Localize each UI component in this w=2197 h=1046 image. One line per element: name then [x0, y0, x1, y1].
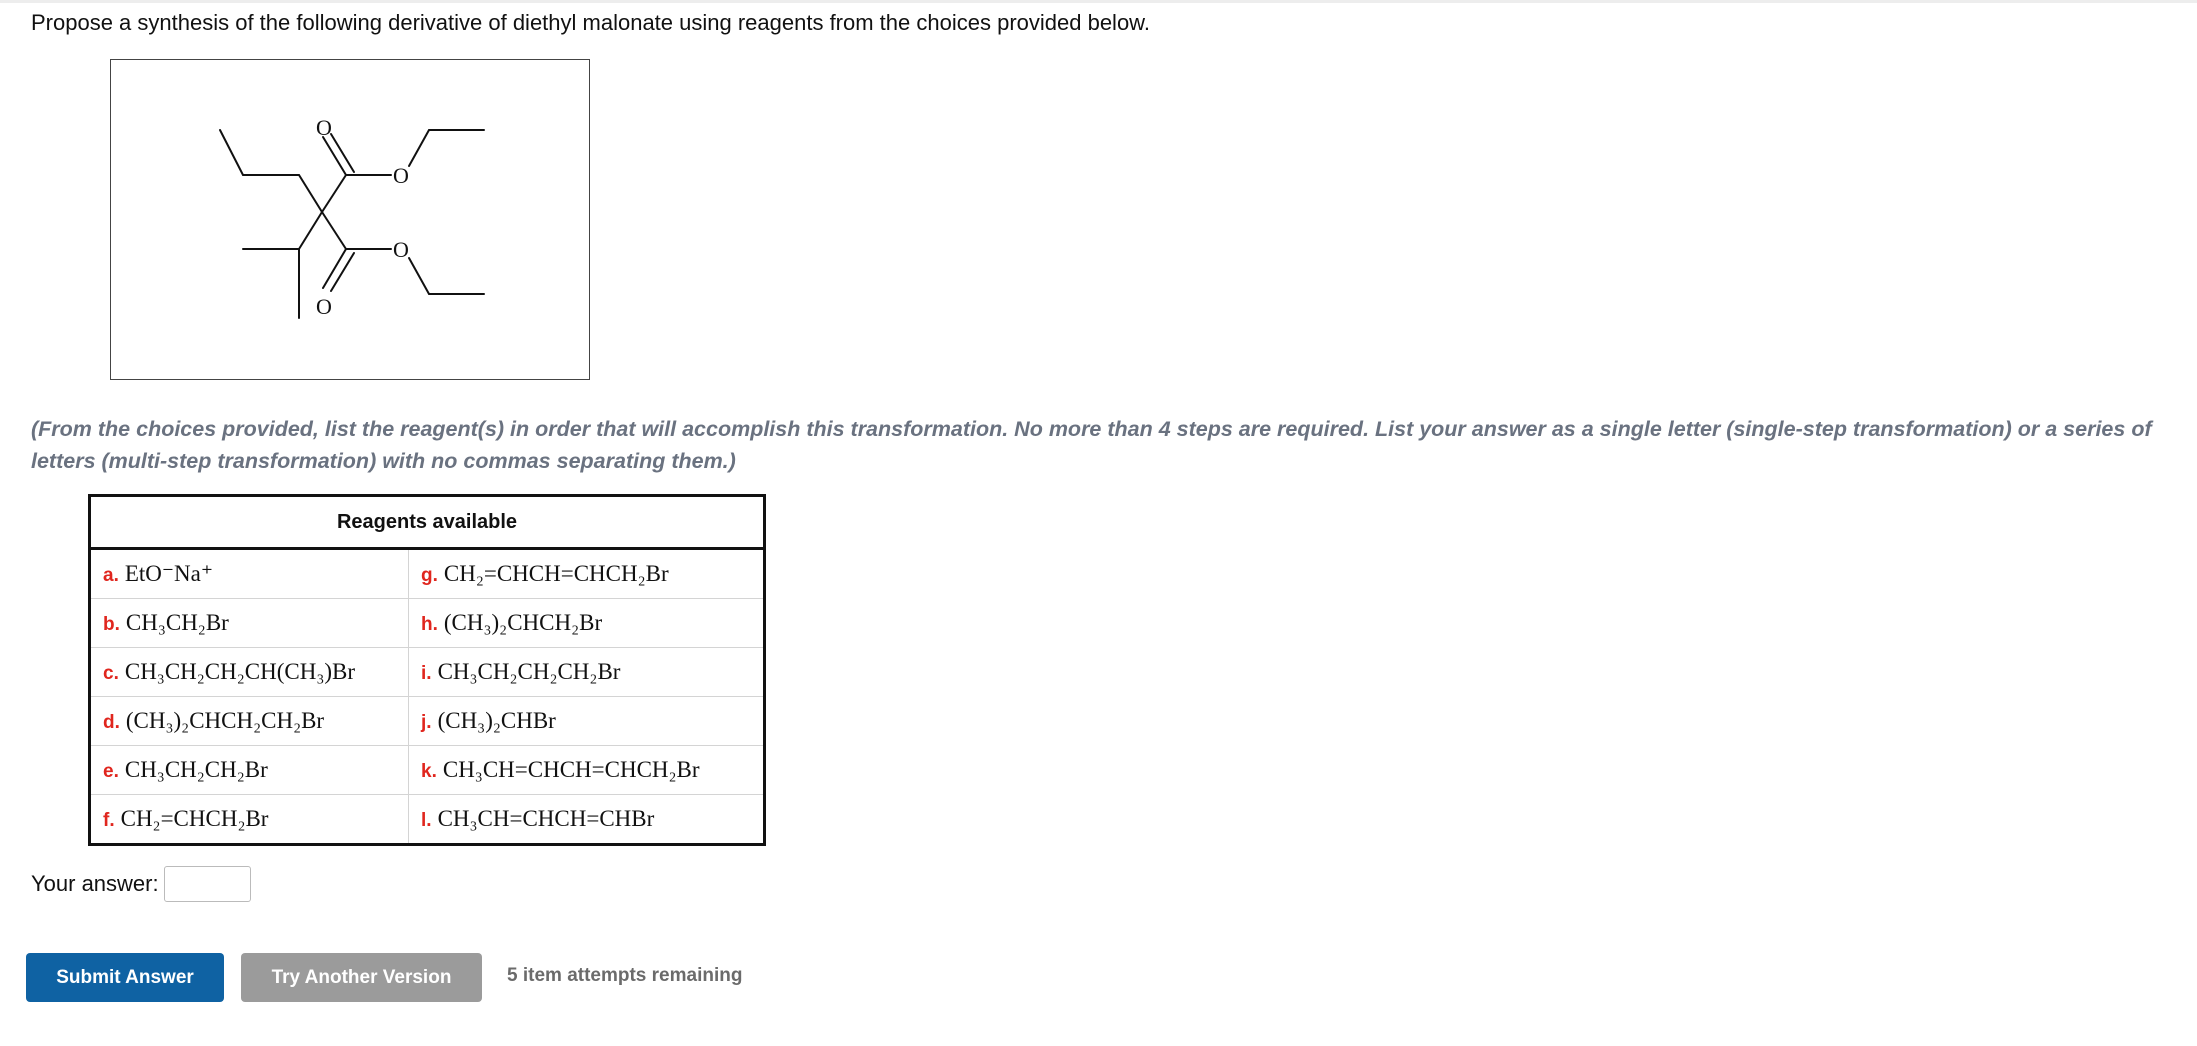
- reagent-cell: [409, 599, 765, 648]
- atom-label-oxygen: O: [393, 237, 409, 262]
- reagent-cell: [409, 549, 765, 599]
- reagent-cell: [90, 648, 409, 697]
- instructions-text: (From the choices provided, list the reagent(s) in order that will accomplish this transformation. No more than 4 steps are required. List your answer as a single letter (single-step transformation) or a series of letters (multi-step transformation) with no commas separating them.): [31, 417, 2152, 473]
- answer-label: Your answer:: [31, 871, 159, 896]
- reagent-letter: h.: [421, 614, 438, 635]
- reagent-formula: (CH₃)₂CHBr: [437, 708, 556, 733]
- reagent-cell: [409, 795, 765, 845]
- table-row: [90, 599, 765, 648]
- reagent-formula: CH₃CH=CHCH=CHBr: [437, 806, 655, 831]
- reagents-table: [88, 494, 766, 846]
- top-divider: [0, 0, 2197, 3]
- atom-label-oxygen: O: [316, 115, 332, 140]
- reagent-letter: l.: [421, 810, 432, 831]
- reagent-letter: d.: [103, 712, 120, 733]
- reagent-formula: CH₃CH₂CH₂CH(CH₃)Br: [124, 659, 356, 684]
- molecule-structure-figure: [110, 59, 590, 380]
- table-row: [90, 746, 765, 795]
- reagent-letter: c.: [103, 663, 119, 684]
- table-row: [90, 697, 765, 746]
- atom-label-oxygen: O: [393, 163, 409, 188]
- answer-input[interactable]: [164, 866, 251, 902]
- reagent-letter: a.: [103, 565, 119, 586]
- reagent-formula: (CH₃)₂CHCH₂Br: [443, 610, 603, 635]
- table-row: [90, 795, 765, 845]
- reagent-formula: CH₃CH=CHCH=CHCH₂Br: [442, 757, 700, 782]
- reagent-formula: CH₃CH₂CH₂CH₂Br: [437, 659, 621, 684]
- attempts-remaining-text: 5 item attempts remaining: [507, 965, 743, 986]
- reagent-letter: k.: [421, 761, 437, 782]
- submit-answer-button[interactable]: Submit Answer: [26, 953, 224, 1002]
- reagent-cell: [409, 697, 765, 746]
- reagent-cell: [90, 697, 409, 746]
- reagent-letter: b.: [103, 614, 120, 635]
- reagent-formula: CH₂=CHCH=CHCH₂Br: [443, 561, 669, 586]
- reagent-formula: CH₃CH₂CH₂Br: [124, 757, 268, 782]
- table-row: [90, 549, 765, 599]
- reagent-formula: (CH₃)₂CHCH₂CH₂Br: [125, 708, 325, 733]
- reagent-cell: [409, 746, 765, 795]
- molecule-structure-drawing: [111, 60, 591, 381]
- try-another-version-button[interactable]: Try Another Version: [241, 953, 482, 1002]
- table-row: [90, 648, 765, 697]
- reagent-formula: CH₃CH₂Br: [125, 610, 229, 635]
- reagent-letter: i.: [421, 663, 432, 684]
- reagent-letter: f.: [103, 810, 115, 831]
- reagent-letter: e.: [103, 761, 119, 782]
- reagent-cell: [90, 549, 409, 599]
- reagent-letter: g.: [421, 565, 438, 586]
- reagents-table-header: Reagents available: [90, 496, 765, 549]
- reagent-formula: CH₂=CHCH₂Br: [120, 806, 269, 831]
- atom-label-oxygen: O: [316, 294, 332, 319]
- reagent-cell: [90, 746, 409, 795]
- reagent-letter: j.: [421, 712, 432, 733]
- reagent-cell: [409, 648, 765, 697]
- reagent-formula: EtO⁻Na⁺: [124, 561, 214, 586]
- question-text: Propose a synthesis of the following derivative of diethyl malonate using reagents from the choices provided below.: [31, 10, 1150, 35]
- reagent-cell: [90, 795, 409, 845]
- reagent-cell: [90, 599, 409, 648]
